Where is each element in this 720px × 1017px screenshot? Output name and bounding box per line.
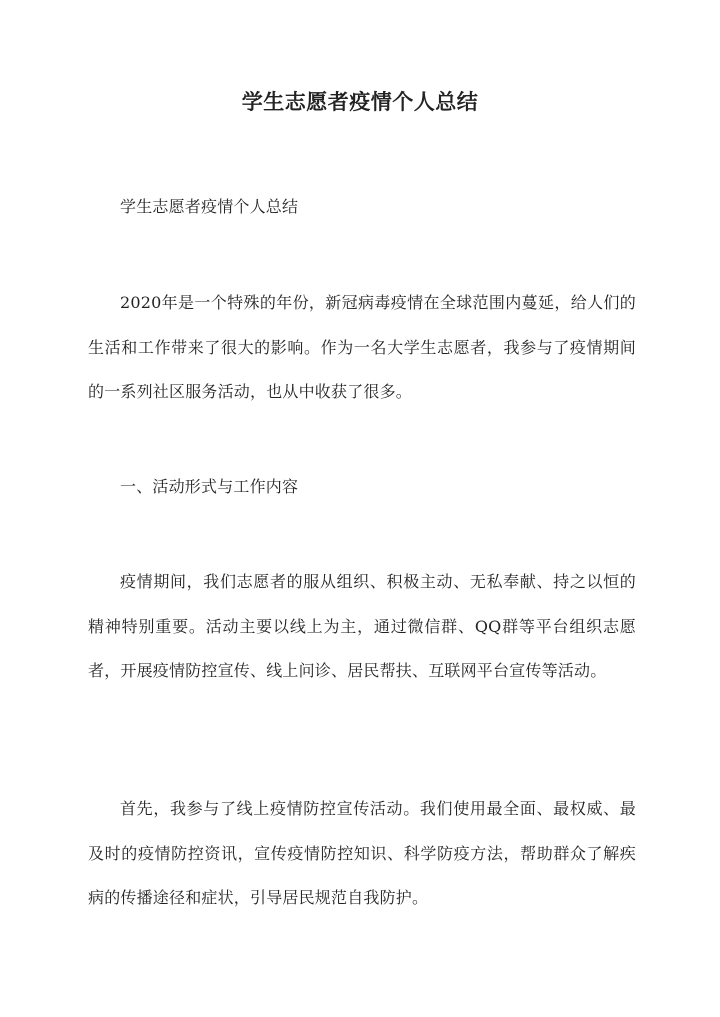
paragraph-intro: 2020年是一个特殊的年份，新冠病毒疫情在全球范围内蔓延，给人们的生活和工作带来了很大的影响。作为一名大学生志愿者，我参与了疫情期间的一系列社区服务活动，也从中收获了很多。 xyxy=(88,293,636,402)
section-heading: 一、活动形式与工作内容 xyxy=(120,477,299,496)
paragraph-first: 首先，我参与了线上疫情防控宣传活动。我们使用最全面、最权威、最及时的疫情防控资讯，宣传疫情防控知识、科学防疫方法，帮助群众了解疾病的传播途径和症状，引导居民规范自我防护。 xyxy=(88,799,636,908)
document-title: 学生志愿者疫情个人总结 xyxy=(241,89,479,114)
paragraph-activity: 疫情期间，我们志愿者的服从组织、积极主动、无私奉献、持之以恒的精神特别重要。活动主要以线上为主，通过微信群、QQ群等平台组织志愿者，开展疫情防控宣传、线上问诊、居民帮扶、互联网平台宣传等活动。 xyxy=(88,572,636,681)
paragraph-subtitle: 学生志愿者疫情个人总结 xyxy=(120,197,299,216)
